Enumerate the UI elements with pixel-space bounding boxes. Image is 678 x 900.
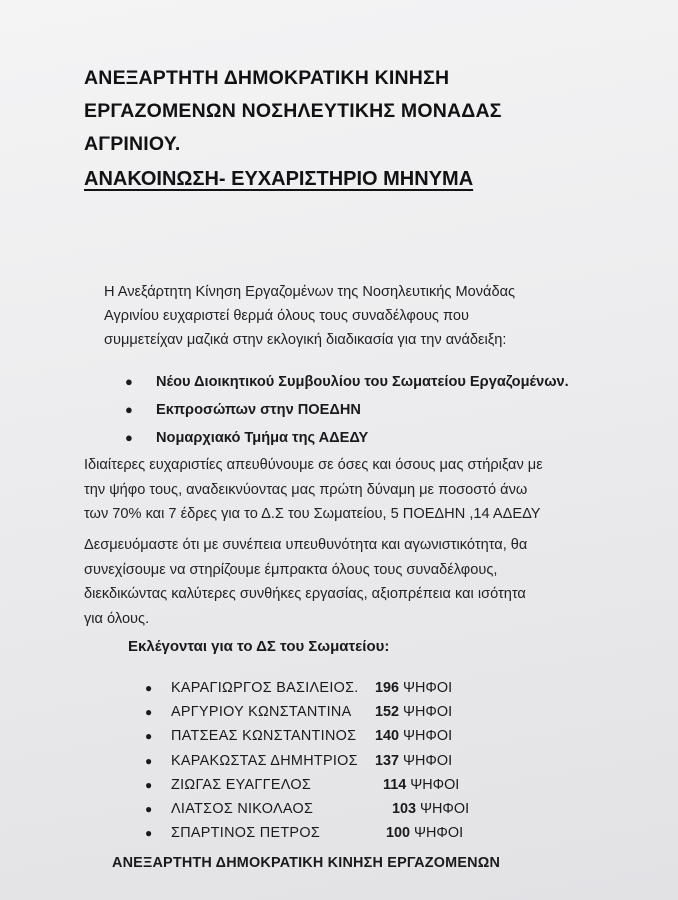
- paragraph-line: των 70% και 7 έδρες για το Δ.Σ του Σωματείου, 5 ΠΟΕΔΗΝ ,14 ΑΔΕΔΥ: [84, 506, 541, 522]
- vote-unit: ΨΗΦΟΙ: [403, 728, 453, 745]
- vote-count: 137: [375, 752, 400, 769]
- election-bodies-list: [125, 368, 625, 452]
- candidate-votes: [383, 773, 459, 797]
- bullet-icon: ●: [145, 753, 153, 768]
- list-item: [125, 424, 625, 452]
- bullet-icon: ●: [125, 374, 133, 389]
- thanks-paragraph: [84, 453, 624, 527]
- candidate-row: [145, 676, 505, 700]
- vote-count: 100: [386, 825, 411, 842]
- vote-unit: ΨΗΦΟΙ: [410, 776, 460, 793]
- vote-unit: ΨΗΦΟΙ: [420, 800, 470, 817]
- candidate-name: ΣΠΑΡΤΙΝΟΣ ΠΕΤΡΟΣ: [171, 825, 321, 842]
- candidate-name: ΖΙΩΓΑΣ ΕΥΑΓΓΕΛΟΣ: [171, 776, 312, 793]
- bullet-icon: ●: [145, 801, 153, 816]
- paragraph-line: διεκδικώντας καλύτερες συνθήκες εργασίας, αξιοπρέπεια και ισότητα: [84, 586, 526, 602]
- candidate-row: [145, 821, 505, 845]
- paragraph-line: συνεχίσουμε να στηρίζουμε έμπρακτα όλους τους συναδέλφους,: [84, 561, 498, 578]
- candidate-votes: [375, 749, 452, 773]
- bullet-icon: ●: [145, 777, 153, 792]
- announcement-subtitle: ΑΝΑΚΟΙΝΩΣΗ- ΕΥΧΑΡΙΣΤΗΡΙΟ ΜΗΝΥΜΑ: [84, 168, 474, 190]
- bullet-icon: ●: [125, 402, 133, 417]
- list-item-text: Εκπροσώπων στην ΠΟΕΔΗΝ: [156, 402, 361, 418]
- candidate-row: [145, 724, 505, 748]
- candidate-row: [145, 773, 505, 797]
- commitment-paragraph: [84, 533, 624, 631]
- vote-count: 114: [383, 776, 407, 793]
- candidates-list: [145, 676, 505, 845]
- bullet-icon: ●: [145, 729, 153, 744]
- candidate-votes: [375, 676, 452, 700]
- organization-title: [84, 62, 644, 161]
- list-item: [125, 368, 625, 396]
- vote-unit: ΨΗΦΟΙ: [414, 825, 464, 842]
- vote-unit: ΨΗΦΟΙ: [403, 752, 453, 769]
- paragraph-line: την ψήφο τους, αναδεικνύοντας μας πρώτη δύναμη με ποσοστό άνω: [84, 481, 528, 498]
- candidate-name: ΠΑΤΣΕΑΣ ΚΩΝΣΤΑΝΤΙΝΟΣ: [171, 728, 357, 745]
- candidate-name: ΑΡΓΥΡΙΟΥ ΚΩΝΣΤΑΝΤΙΝΑ: [171, 704, 352, 721]
- intro-line: Η Ανεξάρτητη Κίνηση Εργαζομένων της Νοσηλευτικής Μονάδας: [104, 284, 516, 300]
- candidate-row: [145, 797, 505, 821]
- vote-unit: ΨΗΦΟΙ: [403, 680, 453, 696]
- vote-count: 152: [375, 704, 400, 721]
- vote-count: 103: [392, 800, 417, 817]
- title-line: ΑΝΕΞΑΡΤΗΤΗ ΔΗΜΟΚΡΑΤΙΚΗ ΚΙΝΗΣΗ: [84, 67, 450, 89]
- paragraph-line: Ιδιαίτερες ευχαριστίες απευθύνουμε σε όσες και όσους μας στήριξαν με: [84, 457, 543, 473]
- bullet-icon: ●: [125, 430, 133, 445]
- candidate-votes: [386, 821, 463, 845]
- list-item: [125, 396, 625, 424]
- candidate-name: ΚΑΡΑΓΙΩΡΓΟΣ ΒΑΣΙΛΕΙΟΣ.: [171, 680, 359, 696]
- vote-count: 140: [375, 728, 400, 745]
- candidate-row: [145, 749, 505, 773]
- bullet-icon: ●: [145, 826, 153, 841]
- bullet-icon: ●: [145, 705, 153, 720]
- candidate-votes: [375, 700, 452, 724]
- title-line: ΑΓΡΙΝΙΟΥ.: [84, 133, 181, 155]
- candidate-name: ΚΑΡΑΚΩΣΤΑΣ ΔΗΜΗΤΡΙΟΣ: [171, 752, 358, 769]
- candidate-votes: [392, 797, 469, 821]
- paragraph-line: Δεσμευόμαστε ότι με συνέπεια υπευθυνότητα και αγωνιστικότητα, θα: [84, 537, 528, 553]
- bullet-icon: ●: [145, 681, 153, 695]
- candidate-row: [145, 700, 505, 724]
- list-item-text: Νέου Διοικητικού Συμβουλίου του Σωματείου Εργαζομένων.: [156, 374, 569, 390]
- intro-paragraph: [104, 280, 624, 352]
- vote-unit: ΨΗΦΟΙ: [403, 704, 453, 721]
- footer-signature: ΑΝΕΞΑΡΤΗΤΗ ΔΗΜΟΚΡΑΤΙΚΗ ΚΙΝΗΣΗ ΕΡΓΑΖΟΜΕΝΩΝ: [112, 855, 501, 871]
- elected-heading: Εκλέγονται για το ΔΣ του Σωματείου:: [128, 638, 390, 655]
- paragraph-line: για όλους.: [84, 610, 150, 627]
- intro-line: Αγρινίου ευχαριστεί θερμά όλους τους συναδέλφους που: [104, 308, 469, 324]
- vote-count: 196: [375, 680, 400, 696]
- candidate-name: ΛΙΑΤΣΟΣ ΝΙΚΟΛΑΟΣ: [171, 800, 314, 817]
- intro-line: συμμετείχαν μαζικά στην εκλογική διαδικασία για την ανάδειξη:: [104, 332, 507, 348]
- list-item-text: Νομαρχιακό Τμήμα της ΑΔΕΔΥ: [156, 430, 369, 446]
- title-line: ΕΡΓΑΖΟΜΕΝΩΝ ΝΟΣΗΛΕΥΤΙΚΗΣ ΜΟΝΑΔΑΣ: [84, 100, 502, 122]
- candidate-votes: [375, 724, 452, 748]
